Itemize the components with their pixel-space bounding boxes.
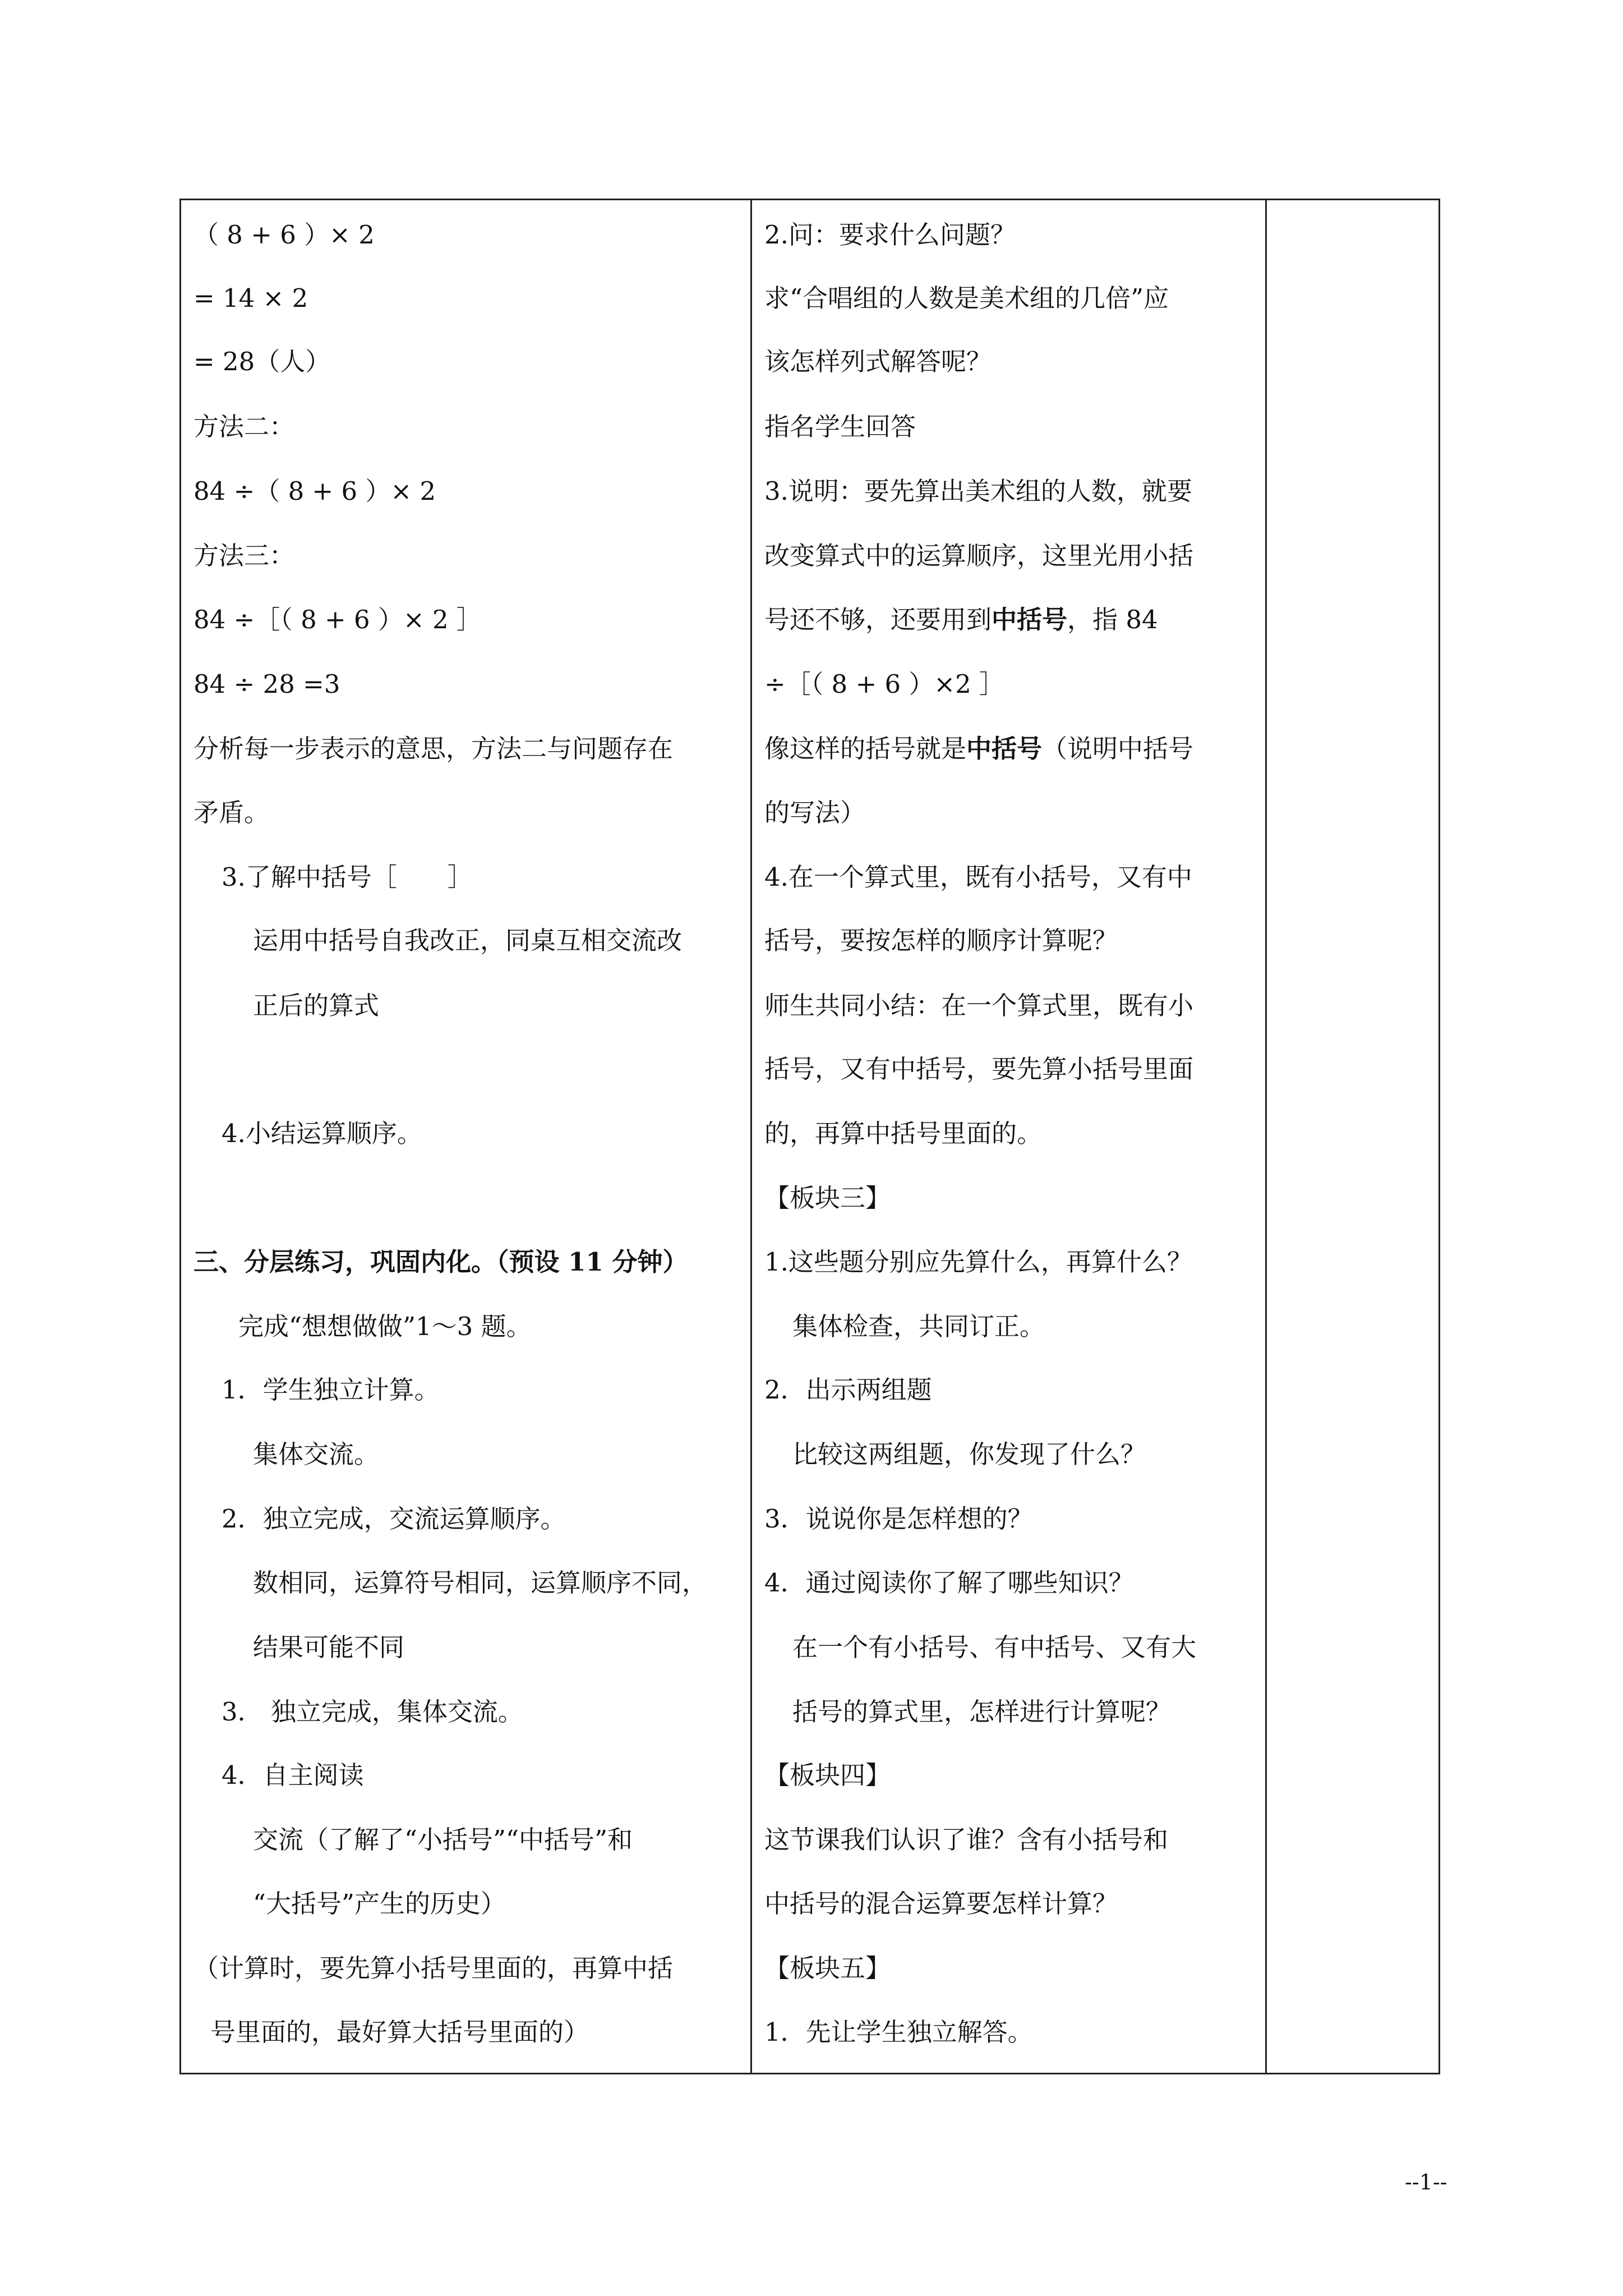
page-number: --1-- [1405,2170,1447,2194]
col1-line: 方法二： [193,412,295,441]
col1-line: 号里面的，最好算大括号里面的） [210,2017,589,2047]
col2-line: 该怎样列式解答呢？ [764,347,992,376]
col2-line: 中括号的混合运算要怎样计算？ [764,1889,1118,1918]
col2-text: 号还不够，还要用到 [764,605,992,634]
col2-line: 指名学生回答 [764,412,916,441]
col1-line: 3.了解中括号［ ］ [222,862,473,892]
col2-line: 3．说说你是怎样想的？ [764,1504,1033,1534]
col1-line: 结果可能不同 [253,1632,405,1662]
col2-text: （说明中括号 [1042,734,1194,763]
col1-line: 方法三： [193,541,295,570]
col1-line: 4．自主阅读 [222,1760,364,1790]
bold-term: 中括号 [992,605,1068,634]
col1-line: 分析每一步表示的意思，方法二与问题存在 [193,734,674,763]
col2-line: 2．出示两组题 [764,1375,932,1405]
col1-line: 3． 独立完成，集体交流。 [222,1697,523,1727]
col1-line: 2．独立完成，交流运算顺序。 [222,1504,566,1534]
col2-line: 的写法） [764,798,866,827]
col2-line [764,603,1158,637]
col2-line: 师生共同小结：在一个算式里，既有小 [764,991,1194,1020]
section-heading: 三、分层练习，巩固内化。（预设 11 分钟） [193,1247,688,1277]
col2-line: 在一个有小括号、有中括号、又有大 [792,1632,1197,1662]
col2-line: 1．先让学生独立解答。 [764,2017,1033,2047]
col1-line: 数相同，运算符号相同，运算顺序不同， [253,1568,708,1598]
col2-line: 求“合唱组的人数是美术组的几倍”应 [764,283,1169,313]
col2-text: ，指 84 [1067,605,1158,634]
col1-line: 完成“想想做做”1～3 题。 [238,1312,532,1341]
col1-line: 交流（了解了“小括号”“中括号”和 [253,1825,633,1855]
col2-line: 这节课我们认识了谁？含有小括号和 [764,1825,1169,1855]
col1-line: = 14 × 2 [193,283,308,313]
col1-line: 4.小结运算顺序。 [222,1119,422,1148]
col2-text: 像这样的括号就是 [764,734,967,763]
col1-line: 矛盾。 [193,798,270,827]
col1-line: = 28（人） [193,347,331,376]
col1-line: 集体交流。 [253,1439,380,1469]
col2-line [764,732,1193,766]
col2-line: 4．通过阅读你了解了哪些知识？ [764,1568,1134,1598]
col1-line: “大括号”产生的历史） [253,1889,506,1918]
col1-line: （计算时，要先算小括号里面的，再算中括 [193,1953,674,1983]
col2-line: 比较这两组题，你发现了什么？ [792,1439,1146,1469]
col2-line: 3.说明：要先算出美术组的人数，就要 [764,476,1192,506]
bold-term: 中括号 [966,734,1043,763]
col2-line: 改变算式中的运算顺序，这里光用小括 [764,541,1194,570]
col1-line: 84 ÷（ 8 + 6 ）× 2 [193,476,436,506]
col1-line: 1．学生独立计算。 [222,1375,440,1405]
section-label: 【板块五】 [764,1953,891,1983]
col1-line: 运用中括号自我改正，同桌互相交流改 [253,926,683,955]
col2-line: 的，再算中括号里面的。 [764,1119,1043,1148]
col2-line: 1.这些题分别应先算什么，再算什么？ [764,1247,1192,1277]
section-label: 【板块三】 [764,1183,891,1213]
col1-line: 84 ÷［（ 8 + 6 ）× 2 ］ [193,605,482,634]
col2-line: ÷［（ 8 + 6 ）×2 ］ [764,669,1005,699]
col2-line: 4.在一个算式里，既有小括号，又有中 [764,862,1192,892]
col2-line: 括号的算式里，怎样进行计算呢？ [792,1697,1172,1727]
col2-line: 括号，又有中括号，要先算小括号里面 [764,1054,1194,1084]
col1-line: （ 8 + 6 ）× 2 [193,220,375,250]
table-divider-2 [1265,199,1267,2074]
col2-line: 括号，要按怎样的顺序计算呢？ [764,926,1118,955]
col2-line: 2.问：要求什么问题？ [764,220,1016,250]
col1-line: 84 ÷ 28 =3 [193,669,340,699]
col1-line: 正后的算式 [253,991,380,1020]
col2-line: 集体检查，共同订正。 [792,1312,1045,1341]
section-label: 【板块四】 [764,1760,891,1790]
table-divider-1 [750,199,752,2074]
